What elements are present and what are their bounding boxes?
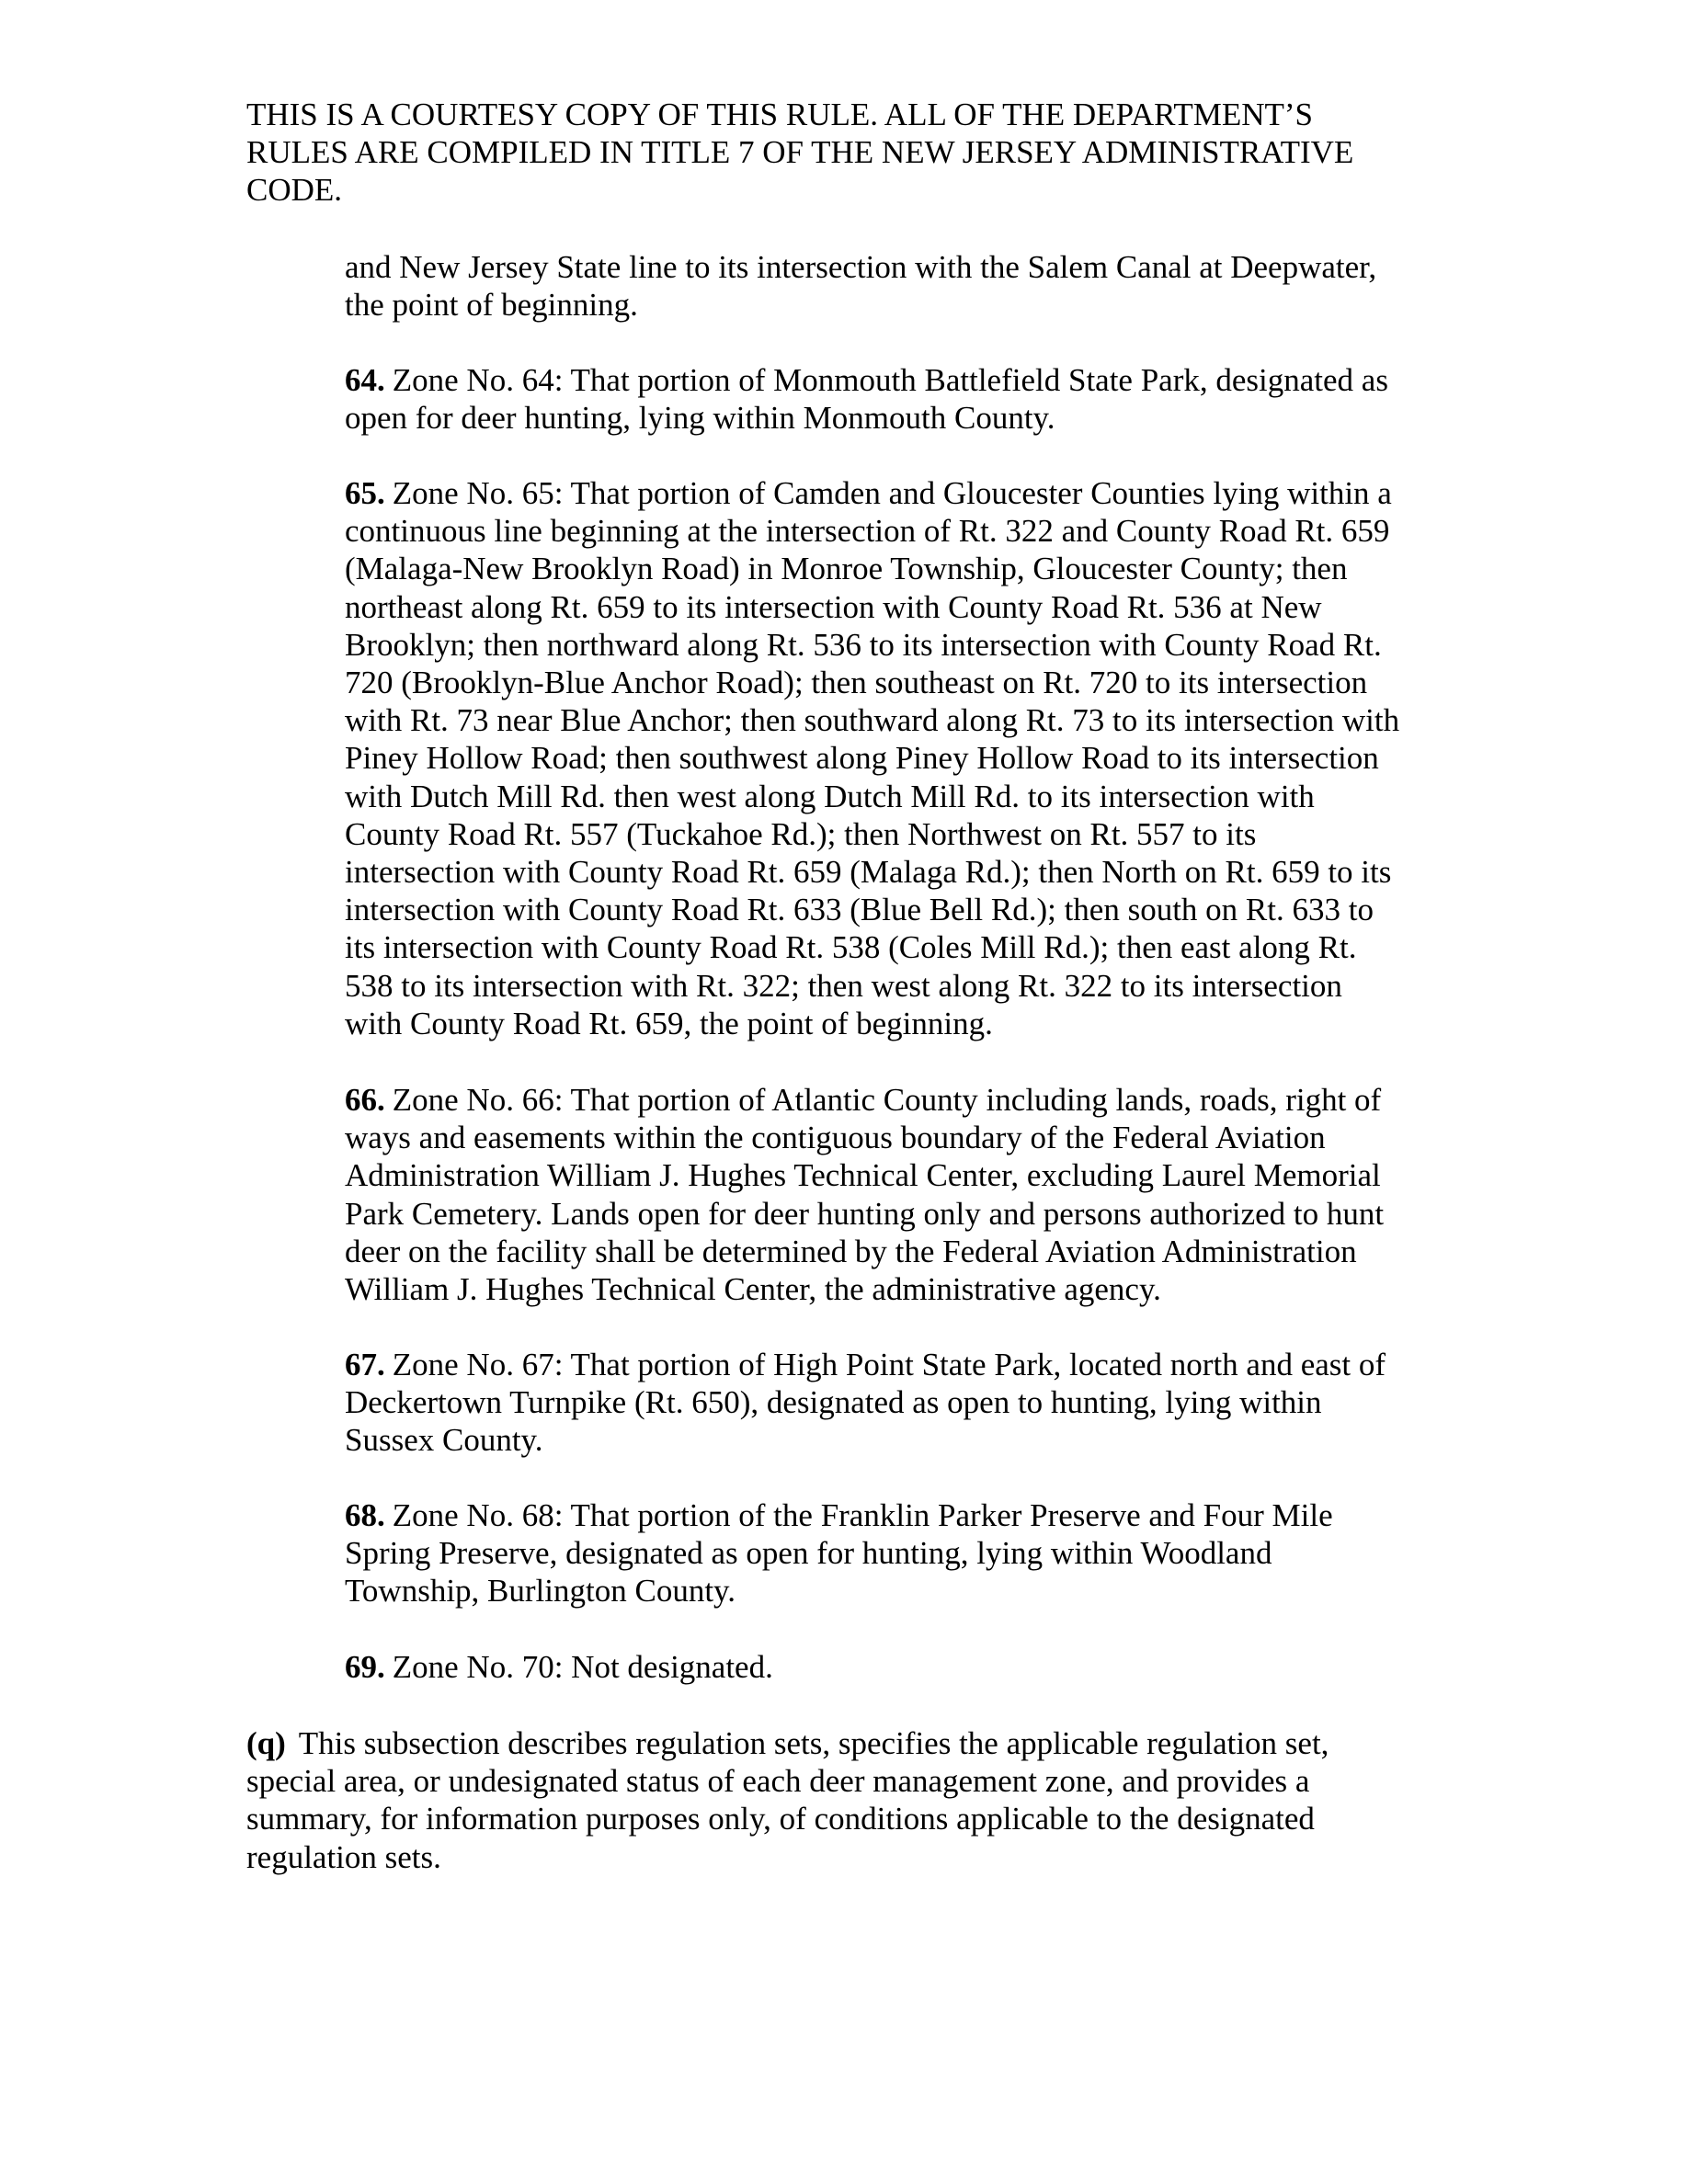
subsection-text: This subsection describes regulation sets, specifies the applicable regulation set,: [298, 1725, 1329, 1761]
text-line: with County Road Rt. 659, the point of beginning.: [345, 1005, 993, 1041]
text-line: [345, 1496, 1448, 1534]
text-line: intersection with County Road Rt. 659 (Malaga Rd.); then North on Rt. 659 to its: [345, 854, 1392, 891]
text-line: Brooklyn; then northward along Rt. 536 to its intersection with County Road Rt.: [345, 626, 1382, 663]
text-line: [345, 1081, 1448, 1119]
zone-text: Zone No. 66: That portion of Atlantic County including lands, roads, right of: [392, 1082, 1382, 1118]
zone-text: Zone No. 67: That portion of High Point State Park, located north and east of: [392, 1347, 1386, 1382]
text-line: Park Cemetery. Lands open for deer hunting only and persons authorized to hunt: [345, 1195, 1385, 1232]
subsection-label: (q): [246, 1725, 286, 1761]
zone-text: Zone No. 65: That portion of Camden and Gloucester Counties lying within a: [392, 475, 1392, 511]
text-line: County Road Rt. 557 (Tuckahoe Rd.); then Northwest on Rt. 557 to its: [345, 815, 1257, 852]
zone-text: Zone No. 64: That portion of Monmouth Battlefield State Park, designated as: [392, 362, 1388, 398]
zone-text: Zone No. 68: That portion of the Franklin Parker Preserve and Four Mile: [392, 1497, 1333, 1533]
text-line: intersection with County Road Rt. 633 (Blue Bell Rd.); then south on Rt. 633 to: [345, 892, 1374, 928]
notice-line: CODE.: [246, 172, 343, 209]
text-line: with Dutch Mill Rd. then west along Dutch Mill Rd. to its intersection with: [345, 778, 1315, 814]
zone-67-paragraph: [345, 1346, 1448, 1460]
text-line: Administration William J. Hughes Technical Center, excluding Laurel Memorial: [345, 1157, 1381, 1194]
zone-number: 65.: [345, 475, 385, 511]
text-line: 538 to its intersection with Rt. 322; then west along Rt. 322 to its intersection: [345, 967, 1342, 1004]
text-line: (Malaga-New Brooklyn Road) in Monroe Township, Gloucester County; then: [345, 551, 1348, 587]
notice-line: RULES ARE COMPILED IN TITLE 7 OF THE NEW JERSEY ADMINISTRATIVE: [246, 134, 1354, 171]
text-line: Sussex County.: [345, 1422, 543, 1459]
text-line: 720 (Brooklyn-Blue Anchor Road); then southeast on Rt. 720 to its intersection: [345, 665, 1368, 701]
text-line: Piney Hollow Road; then southwest along Piney Hollow Road to its intersection: [345, 740, 1379, 777]
text-line: continuous line beginning at the intersection of Rt. 322 and County Road Rt. 659: [345, 513, 1390, 550]
zone-number: 64.: [345, 362, 385, 398]
text-line: [246, 1724, 1432, 1762]
text-line: [345, 1346, 1448, 1383]
zone-number: 68.: [345, 1497, 385, 1533]
text-line: northeast along Rt. 659 to its intersection with County Road Rt. 536 at New: [345, 588, 1322, 625]
text-line: the point of beginning.: [345, 287, 638, 324]
text-line: ways and easements within the contiguous boundary of the Federal Aviation: [345, 1120, 1326, 1156]
text-line: William J. Hughes Technical Center, the administrative agency.: [345, 1271, 1161, 1308]
zone-number: 66.: [345, 1082, 385, 1118]
text-line: summary, for information purposes only, of conditions applicable to the designated: [246, 1801, 1315, 1837]
zone-number: 67.: [345, 1347, 385, 1382]
subsection-q-paragraph: [246, 1724, 1432, 1876]
text-line: Spring Preserve, designated as open for hunting, lying within Woodland: [345, 1535, 1272, 1572]
text-line: regulation sets.: [246, 1838, 441, 1875]
text-line: with Rt. 73 near Blue Anchor; then southward along Rt. 73 to its intersection with: [345, 702, 1400, 739]
text-line: Deckertown Turnpike (Rt. 650), designated as open to hunting, lying within: [345, 1384, 1322, 1421]
text-line: open for deer hunting, lying within Monmouth County.: [345, 400, 1055, 437]
text-line: deer on the facility shall be determined by the Federal Aviation Administration: [345, 1233, 1357, 1269]
text-line: [345, 1648, 1448, 1686]
zone-64-paragraph: [345, 361, 1448, 437]
zone-69-paragraph: [345, 1648, 1448, 1686]
text-line: its intersection with County Road Rt. 538 (Coles Mill Rd.); then east along Rt.: [345, 929, 1357, 966]
text-line: special area, or undesignated status of each deer management zone, and provides a: [246, 1763, 1310, 1800]
notice-line: THIS IS A COURTESY COPY OF THIS RULE. ALL OF THE DEPARTMENT’S: [246, 97, 1314, 132]
text-line: [345, 361, 1448, 399]
zone-65-paragraph: [345, 474, 1448, 1042]
zone-68-paragraph: [345, 1496, 1448, 1610]
text-line: and New Jersey State line to its intersection with the Salem Canal at Deepwater,: [345, 249, 1377, 285]
zone-text: Zone No. 70: Not designated.: [392, 1649, 773, 1685]
continuation-paragraph: [345, 248, 1448, 324]
text-line: Township, Burlington County.: [345, 1573, 736, 1610]
zone-66-paragraph: [345, 1081, 1448, 1308]
zone-number: 69.: [345, 1649, 385, 1685]
courtesy-copy-notice: [246, 96, 1515, 210]
text-line: [345, 474, 1448, 512]
